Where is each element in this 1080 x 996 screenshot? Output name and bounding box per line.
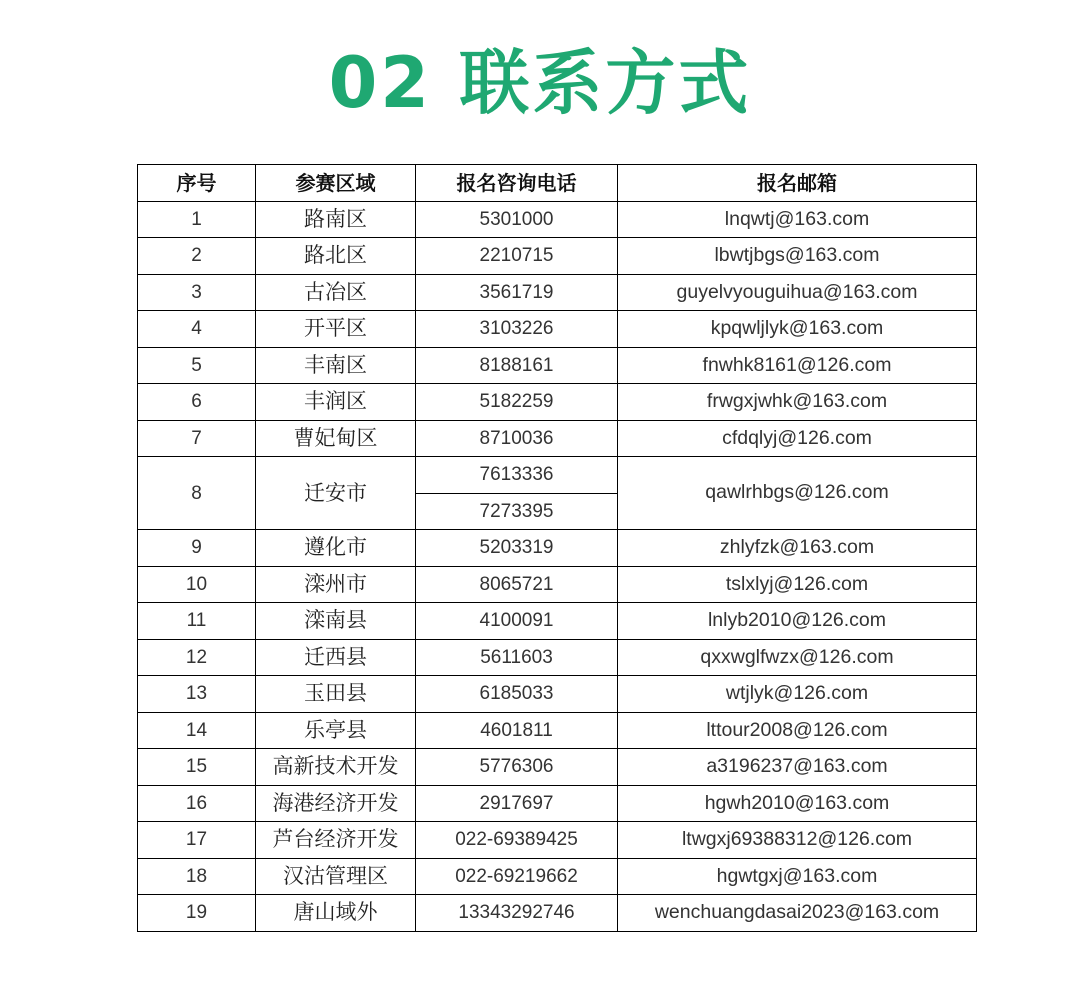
table-row — [138, 785, 977, 822]
table-header-row — [138, 165, 977, 202]
row-index: 3 — [138, 274, 256, 311]
row-area: 遵化市 — [256, 530, 416, 567]
row-email: lnlyb2010@126.com — [618, 603, 977, 640]
row-email: a3196237@163.com — [618, 749, 977, 786]
row-phone: 5203319 — [416, 530, 618, 567]
table-row — [138, 822, 977, 859]
table-row — [138, 676, 977, 713]
table-row — [138, 201, 977, 238]
row-phone: 3103226 — [416, 311, 618, 348]
table-row — [138, 274, 977, 311]
row-email: lbwtjbgs@163.com — [618, 238, 977, 275]
row-area: 路北区 — [256, 238, 416, 275]
row-phone: 5182259 — [416, 384, 618, 421]
row-phone: 5611603 — [416, 639, 618, 676]
row-index: 11 — [138, 603, 256, 640]
row-email: qawlrhbgs@126.com — [618, 457, 977, 530]
table-row — [138, 712, 977, 749]
row-index: 13 — [138, 676, 256, 713]
row-index: 4 — [138, 311, 256, 348]
row-phone: 7273395 — [416, 493, 618, 530]
row-email: qxxwglfwzx@126.com — [618, 639, 977, 676]
row-index: 17 — [138, 822, 256, 859]
table-row — [138, 603, 977, 640]
row-index: 18 — [138, 858, 256, 895]
table-row — [138, 311, 977, 348]
row-area: 迁西县 — [256, 639, 416, 676]
row-email: cfdqlyj@126.com — [618, 420, 977, 457]
header-email: 报名邮箱 — [618, 165, 977, 202]
row-email: wenchuangdasai2023@163.com — [618, 895, 977, 932]
row-index: 7 — [138, 420, 256, 457]
contact-table — [137, 164, 977, 932]
table-row — [138, 238, 977, 275]
row-index: 10 — [138, 566, 256, 603]
row-email: kpqwljlyk@163.com — [618, 311, 977, 348]
row-area: 唐山域外 — [256, 895, 416, 932]
row-index: 14 — [138, 712, 256, 749]
row-area: 高新技术开发 — [256, 749, 416, 786]
row-phone: 7613336 — [416, 457, 618, 494]
row-phone: 022-69389425 — [416, 822, 618, 859]
row-phone: 6185033 — [416, 676, 618, 713]
table-row — [138, 639, 977, 676]
table-row — [138, 749, 977, 786]
row-email: zhlyfzk@163.com — [618, 530, 977, 567]
row-phone: 8188161 — [416, 347, 618, 384]
row-phone: 2210715 — [416, 238, 618, 275]
row-index: 8 — [138, 457, 256, 530]
row-email: tslxlyj@126.com — [618, 566, 977, 603]
page-title: 02 联系方式 — [328, 42, 752, 124]
row-phone: 4100091 — [416, 603, 618, 640]
row-area: 丰南区 — [256, 347, 416, 384]
row-email: frwgxjwhk@163.com — [618, 384, 977, 421]
table-row — [138, 457, 977, 494]
row-area: 曹妃甸区 — [256, 420, 416, 457]
row-email: lttour2008@126.com — [618, 712, 977, 749]
row-email: guyelvyouguihua@163.com — [618, 274, 977, 311]
row-area: 古冶区 — [256, 274, 416, 311]
row-email: wtjlyk@126.com — [618, 676, 977, 713]
row-area: 滦南县 — [256, 603, 416, 640]
row-email: ltwgxj69388312@126.com — [618, 822, 977, 859]
table-row — [138, 895, 977, 932]
row-email: hgwh2010@163.com — [618, 785, 977, 822]
table-row — [138, 530, 977, 567]
row-area: 路南区 — [256, 201, 416, 238]
table-row — [138, 347, 977, 384]
row-phone: 2917697 — [416, 785, 618, 822]
row-phone: 8710036 — [416, 420, 618, 457]
row-area: 迁安市 — [256, 457, 416, 530]
row-area: 丰润区 — [256, 384, 416, 421]
header-area: 参赛区域 — [256, 165, 416, 202]
row-area: 乐亭县 — [256, 712, 416, 749]
row-area: 开平区 — [256, 311, 416, 348]
row-area: 滦州市 — [256, 566, 416, 603]
row-phone: 8065721 — [416, 566, 618, 603]
row-index: 15 — [138, 749, 256, 786]
row-index: 16 — [138, 785, 256, 822]
row-index: 6 — [138, 384, 256, 421]
row-phone: 5301000 — [416, 201, 618, 238]
row-phone: 022-69219662 — [416, 858, 618, 895]
row-phone: 3561719 — [416, 274, 618, 311]
row-email: fnwhk8161@126.com — [618, 347, 977, 384]
table-row — [138, 566, 977, 603]
row-index: 12 — [138, 639, 256, 676]
row-area: 汉沽管理区 — [256, 858, 416, 895]
table-row — [138, 858, 977, 895]
table-body — [138, 201, 977, 931]
row-area: 玉田县 — [256, 676, 416, 713]
row-index: 19 — [138, 895, 256, 932]
row-area: 海港经济开发 — [256, 785, 416, 822]
row-email: lnqwtj@163.com — [618, 201, 977, 238]
table-row — [138, 384, 977, 421]
header-index: 序号 — [138, 165, 256, 202]
row-index: 1 — [138, 201, 256, 238]
row-email: hgwtgxj@163.com — [618, 858, 977, 895]
row-phone: 4601811 — [416, 712, 618, 749]
row-phone: 5776306 — [416, 749, 618, 786]
row-area: 芦台经济开发 — [256, 822, 416, 859]
row-index: 5 — [138, 347, 256, 384]
row-phone: 13343292746 — [416, 895, 618, 932]
header-phone: 报名咨询电话 — [416, 165, 618, 202]
row-index: 2 — [138, 238, 256, 275]
table-row — [138, 420, 977, 457]
row-index: 9 — [138, 530, 256, 567]
